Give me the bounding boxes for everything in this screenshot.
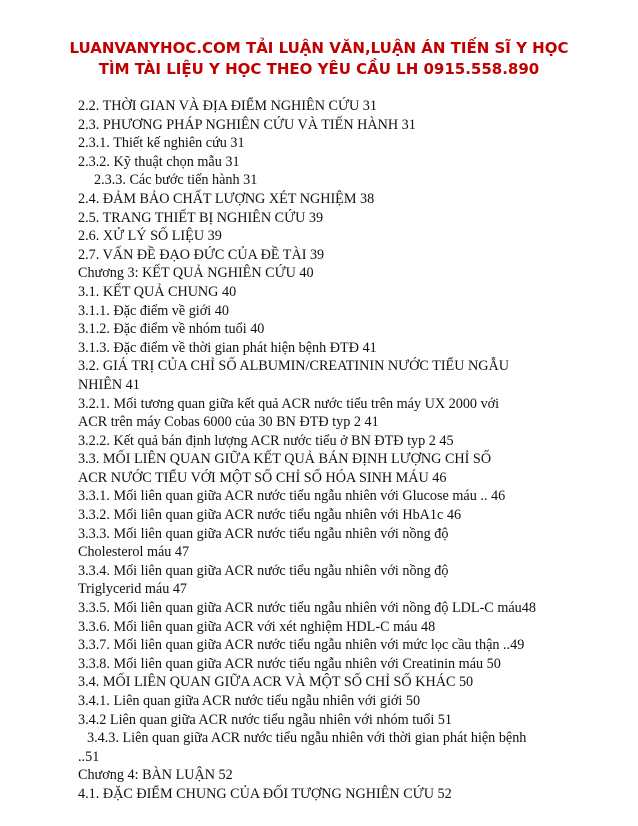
toc-line: 3.1.2. Đặc điểm về nhóm tuổi 40 bbox=[78, 321, 265, 338]
toc-line: NHIÊN 41 bbox=[78, 376, 140, 393]
header-line-2: TÌM TÀI LIỆU Y HỌC THEO YÊU CẦU LH 0915.558.890 bbox=[98, 60, 540, 78]
toc-line: Chương 3: KẾT QUẢ NGHIÊN CỨU 40 bbox=[78, 265, 314, 282]
toc-line: 2.4. ĐẢM BẢO CHẤT LƯỢNG XÉT NGHIỆM 38 bbox=[78, 190, 375, 207]
toc-line: 3.3.1. Mối liên quan giữa ACR nước tiểu ngẫu nhiên với Glucose máu .. 46 bbox=[78, 488, 506, 505]
toc-line: Chương 4: BÀN LUẬN 52 bbox=[78, 767, 233, 784]
table-of-contents bbox=[78, 97, 568, 804]
toc-line: ..51 bbox=[78, 748, 100, 765]
toc-line: 3.4.1. Liên quan giữa ACR nước tiểu ngẫu nhiên với giới 50 bbox=[78, 693, 421, 709]
toc-line: Cholesterol máu 47 bbox=[78, 544, 190, 561]
toc-line: 3.3.6. Mối liên quan giữa ACR với xét nghiệm HDL-C máu 48 bbox=[78, 618, 436, 635]
toc-line: Triglycerid máu 47 bbox=[78, 581, 188, 598]
toc-line: 3.4.2 Liên quan giữa ACR nước tiểu ngẫu nhiên với nhóm tuổi 51 bbox=[78, 711, 452, 728]
toc-line: 3.3.2. Mối liên quan giữa ACR nước tiểu ngẫu nhiên với HbA1c 46 bbox=[78, 507, 462, 524]
toc-line: 3.3.4. Mối liên quan giữa ACR nước tiểu ngẫu nhiên với nồng độ bbox=[78, 562, 449, 579]
toc-line: 4.1. ĐẶC ĐIỂM CHUNG CỦA ĐỐI TƯỢNG NGHIÊN CỨU 52 bbox=[78, 785, 452, 802]
toc-line: 3.2.2. Kết quả bán định lượng ACR nước tiểu ở BN ĐTĐ typ 2 45 bbox=[78, 432, 454, 449]
header-line-1: LUANVANYHOC.COM TẢI LUẬN VĂN,LUẬN ÁN TIẾN SĨ Y HỌC bbox=[69, 39, 569, 57]
toc-line: 2.6. XỬ LÝ SỐ LIỆU 39 bbox=[78, 228, 222, 245]
toc-line: 3.1.1. Đặc điểm về giới 40 bbox=[78, 302, 229, 319]
toc-line: 3.2.1. Mối tương quan giữa kết quả ACR nước tiểu trên máy UX 2000 với bbox=[78, 395, 500, 412]
toc-line: 3.2. GIÁ TRỊ CỦA CHỈ SỐ ALBUMIN/CREATININ NƯỚC TIỂU NGẪU bbox=[78, 358, 509, 375]
toc-line: ACR trên máy Cobas 6000 của 30 BN ĐTĐ typ 2 41 bbox=[78, 414, 379, 431]
toc-line: 3.3.5. Mối liên quan giữa ACR nước tiểu ngẫu nhiên với nồng độ LDL-C máu48 bbox=[78, 600, 536, 617]
toc-line: 2.3.3. Các bước tiến hành 31 bbox=[94, 172, 258, 189]
toc-line: 2.3.2. Kỹ thuật chọn mẫu 31 bbox=[78, 153, 240, 170]
toc-line: 3.3. MỐI LIÊN QUAN GIỮA KẾT QUẢ BÁN ĐỊNH LƯỢNG CHỈ SỐ bbox=[78, 451, 492, 468]
toc-line: 2.3. PHƯƠNG PHÁP NGHIÊN CỨU VÀ TIẾN HÀNH 31 bbox=[78, 116, 416, 133]
page-header bbox=[0, 38, 638, 80]
toc-line: 3.1.3. Đặc điểm về thời gian phát hiện bệnh ĐTĐ 41 bbox=[78, 339, 377, 356]
toc-line: 2.2. THỜI GIAN VÀ ĐỊA ĐIỂM NGHIÊN CỨU 31 bbox=[78, 98, 377, 114]
toc-line: 3.3.8. Mối liên quan giữa ACR nước tiểu ngẫu nhiên với Creatinin máu 50 bbox=[78, 655, 501, 672]
toc-line: 2.7. VẤN ĐỀ ĐẠO ĐỨC CỦA ĐỀ TÀI 39 bbox=[78, 246, 325, 263]
toc-line: 3.1. KẾT QUẢ CHUNG 40 bbox=[78, 283, 237, 300]
toc-line: 2.3.1. Thiết kế nghiên cứu 31 bbox=[78, 135, 245, 152]
toc-line: 2.5. TRANG THIẾT BỊ NGHIÊN CỨU 39 bbox=[78, 209, 324, 226]
toc-line: ACR NƯỚC TIỂU VỚI MỘT SỐ CHỈ SỐ HÓA SINH MÁU 46 bbox=[78, 469, 447, 486]
toc-line: 3.4.3. Liên quan giữa ACR nước tiểu ngẫu nhiên với thời gian phát hiện bệnh bbox=[87, 730, 527, 747]
toc-line: 3.3.7. Mối liên quan giữa ACR nước tiểu ngẫu nhiên với mức lọc cầu thận ..49 bbox=[78, 637, 525, 654]
toc-line: 3.4. MỐI LIÊN QUAN GIỮA ACR VÀ MỘT SỐ CHỈ SỐ KHÁC 50 bbox=[78, 674, 474, 691]
toc-line: 3.3.3. Mối liên quan giữa ACR nước tiểu ngẫu nhiên với nồng độ bbox=[78, 525, 449, 542]
